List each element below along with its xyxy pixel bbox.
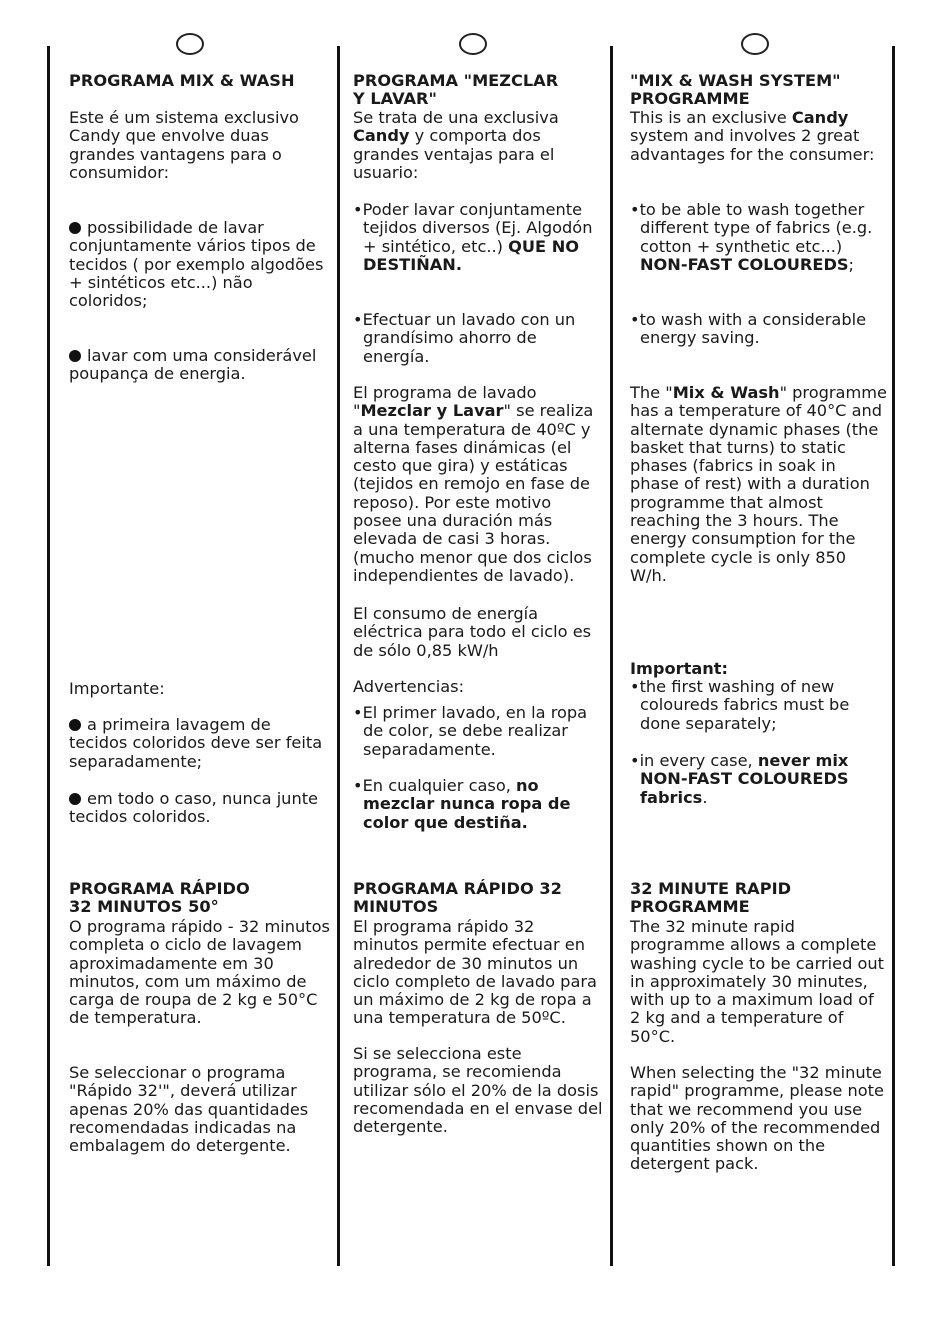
important-item-1: a primeira lavagem de tecidos coloridos deve ser feita separadamente;	[69, 715, 323, 771]
program-description: The "Mix & Wash" programme has a temperature of 40°C and alternate dynamic phases (the basket that turns) to static phases (fabrics in soak in phase of rest) with a duration programme that almost reaching the 3 hours. The energy consumption for the complete cycle is only 850 W/h.	[630, 383, 887, 585]
column-rule-left	[47, 46, 50, 1266]
mix-wash-bullet-2: •Efectuar un lavado con un grandísimo ahorro de energía.	[353, 310, 576, 366]
important-item-1: •the first washing of new coloureds fabrics must be done separately;	[630, 677, 850, 733]
language-circle-en	[741, 33, 769, 55]
warnings-title: Advertencias:	[353, 677, 465, 696]
mix-wash-intro: Este é um sistema exclusivo Candy que envolve duas grandes vantagens para o consumidor:	[69, 108, 299, 182]
mix-wash-intro: Se trata de una exclusiva Candy y comporta dos grandes ventajas para el usuario:	[353, 108, 559, 182]
language-circle-pt	[176, 33, 204, 55]
brand-name: Candy	[353, 126, 410, 146]
mix-wash-title: "MIX & WASH SYSTEM" PROGRAMME	[630, 71, 841, 109]
brand-name: Candy	[791, 108, 849, 127]
important-title: Importante:	[69, 679, 165, 698]
column-rule-mid-right	[610, 46, 613, 1266]
mix-wash-bullet-1: •Poder lavar conjuntamente tejidos diversos (Ej. Algodón + sintético, etc..) QUE NO DESTIÑAN.	[353, 200, 593, 274]
mix-wash-bullet-1: •to be able to wash together different type of fabrics (e.g. cotton + synthetic etc...) NON-FAST COLOUREDS;	[630, 200, 873, 274]
bullet-dot-icon	[69, 719, 81, 731]
program-description: El programa de lavado "Mezclar y Lavar" se realiza a una temperatura de 40ºC y alterna fases dinámicas (el cesto que gira) y estáticas (tejidos en remojo en fase de reposo). Por este motivo posee una duración más elevada de casi 3 horas. (mucho menor que dos ciclos independientes de lavado).	[353, 383, 594, 585]
rapid-paragraph-2: When selecting the "32 minute rapid" programme, please note that we recommend you use only 20% of the recommended quantities shown on the detergent pack.	[630, 1063, 884, 1174]
column-english	[630, 72, 888, 1222]
rapid-paragraph-1: O programa rápido - 32 minutos completa o ciclo de lavagem aproximadamente em 30 minutos, com um máximo de carga de roupa de 2 kg e 50°C de temperatura.	[69, 917, 330, 1028]
energy-consumption: El consumo de energía eléctrica para todo el ciclo es de sólo 0,85 kW/h	[353, 604, 592, 660]
mix-wash-intro: This is an exclusive Candy system and involves 2 great advantages for the consumer:	[630, 108, 875, 164]
rapid-title: PROGRAMA RÁPIDO 32 MINUTOS 50°	[69, 879, 250, 917]
column-spanish	[353, 72, 603, 1222]
rapid-title: PROGRAMA RÁPIDO 32 MINUTOS	[353, 879, 562, 917]
warning-item-1: •El primer lavado, en la ropa de color, se debe realizar separadamente.	[353, 703, 588, 759]
rapid-paragraph-1: The 32 minute rapid programme allows a complete washing cycle to be carried out in approximately 30 minutes, with up to a maximum load of 2 kg and a temperature of 50°C.	[630, 917, 885, 1046]
bullet-dot-icon	[69, 222, 81, 234]
mix-wash-title: PROGRAMA "MEZCLAR Y LAVAR"	[353, 71, 559, 109]
rapid-paragraph-1: El programa rápido 32 minutos permite efectuar en alrededor de 30 minutos un ciclo completo de lavado para un máximo de 2 kg de ropa a una temperatura de 50ºC.	[353, 917, 597, 1028]
language-circle-es	[459, 33, 487, 55]
rapid-paragraph-2: Se seleccionar o programa "Rápido 32'", deverá utilizar apenas 20% das quantidades recomendadas indicadas na embalagem do detergente.	[69, 1063, 309, 1156]
bullet-dot-icon	[69, 793, 81, 805]
mix-wash-title: PROGRAMA MIX & WASH	[69, 71, 295, 90]
important-item-2: em todo o caso, nunca junte tecidos coloridos.	[69, 789, 319, 827]
mix-wash-bullet-2: lavar com uma considerável poupança de energia.	[69, 346, 317, 384]
rapid-paragraph-2: Si se selecciona este programa, se recomienda utilizar sólo el 20% de la dosis recomendada en el envase del detergente.	[353, 1044, 603, 1137]
rapid-title: 32 MINUTE RAPID PROGRAMME	[630, 879, 792, 917]
mix-wash-bullet-1: possibilidade de lavar conjuntamente vários tipos de tecidos ( por exemplo algodões + sintéticos etc...) não coloridos;	[69, 218, 324, 311]
important-item-2: •in every case, never mix NON-FAST COLOUREDS fabrics.	[630, 751, 849, 807]
column-rule-right	[892, 46, 895, 1266]
mix-wash-bullet-2: •to wash with a considerable energy saving.	[630, 310, 867, 348]
column-rule-mid-left	[337, 46, 340, 1266]
warning-item-2: •En cualquier caso, no mezclar nunca ropa de color que destiña.	[353, 776, 571, 832]
bullet-dot-icon	[69, 350, 81, 362]
important-title: Important:	[630, 659, 728, 678]
column-portuguese	[69, 72, 331, 1222]
